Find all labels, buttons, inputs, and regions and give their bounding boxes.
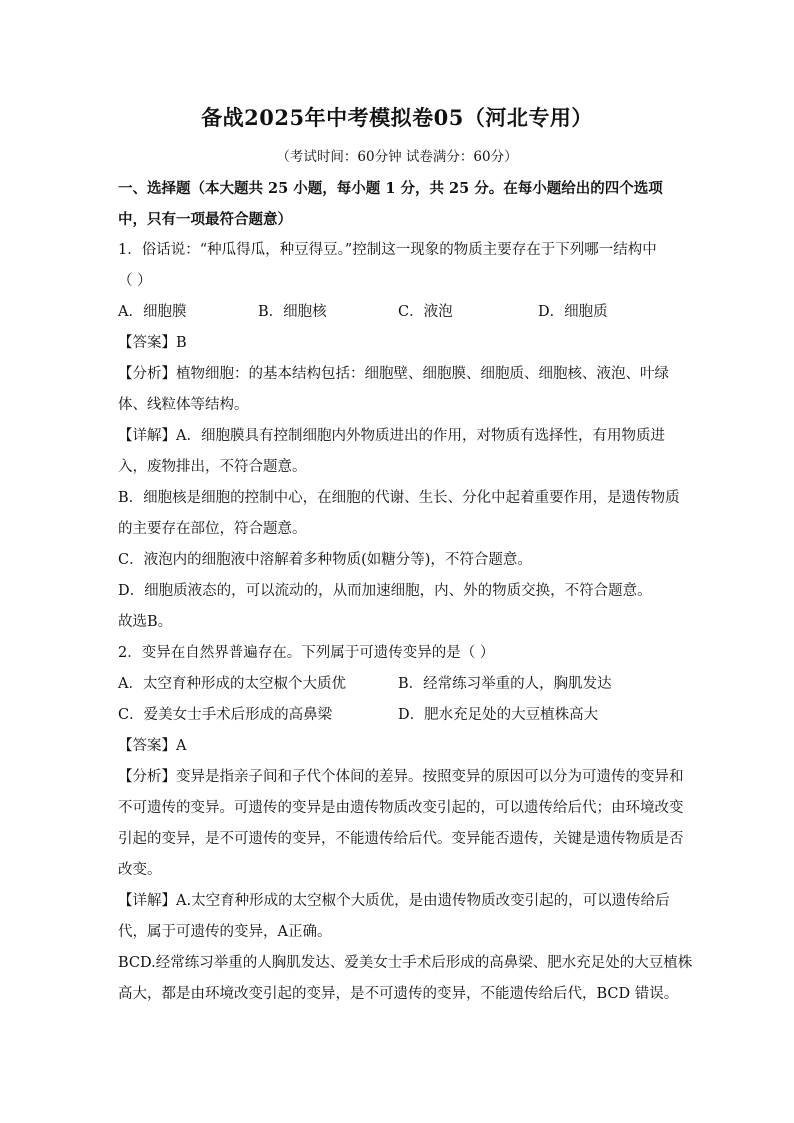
- section-heading: 一、选择题（本大题共 25 小题，每小题 1 分，共 25 分。在每小题给出的四个选项: [118, 180, 663, 197]
- question-1-conclusion: 故选B。: [118, 614, 173, 630]
- option-b: B．细胞核: [258, 304, 327, 320]
- option-a: A．太空育种形成的太空椒个大质优: [118, 676, 346, 692]
- question-1-detail-b: B．细胞核是细胞的控制中心，在细胞的代谢、生长、分化中起着重要作用，是遗传物质: [118, 490, 680, 506]
- question-2-analysis-cont: 改变。: [118, 862, 162, 878]
- question-2-detail: 【详解】A.太空育种形成的太空椒个大质优，是由遗传物质改变引起的，可以遗传给后: [118, 893, 670, 909]
- question-2-options-row-2: [118, 700, 678, 731]
- question-1-stem: 1．俗话说：“种瓜得瓜，种豆得豆。”控制这一现象的物质主要存在于下列哪一结构中: [118, 242, 657, 258]
- option-a: A．细胞膜: [118, 304, 187, 320]
- question-2-detail-bcd: BCD.经常练习举重的人胸肌发达、爱美女士手术后形成的高鼻梁、肥水充足处的大豆植株: [118, 955, 693, 971]
- exam-info: （考试时间：60分钟 试卷满分：60分）: [276, 149, 518, 165]
- question-1-detail-b-cont: 的主要存在部位，符合题意。: [118, 521, 307, 537]
- question-2-detail-cont: 代，属于可遗传的变异，A正确。: [118, 924, 332, 940]
- section-heading-cont: 中，只有一项最符合题意）: [118, 211, 292, 228]
- document-body: [118, 173, 693, 1010]
- question-2-stem: 2．变异在自然界普遍存在。下列属于可遗传变异的是（ ）: [118, 645, 495, 661]
- question-1-blank: （ ）: [118, 273, 152, 289]
- question-2-analysis: 【分析】变异是指亲子间和子代个体间的差异。按照变异的原因可以分为可遗传的变异和: [118, 769, 684, 785]
- page-title: 备战2025年中考模拟卷05（河北专用）: [201, 105, 593, 130]
- option-d: D．肥水充足处的大豆植株高大: [398, 707, 599, 723]
- question-1-answer: 【答案】B: [118, 335, 187, 351]
- question-1-options: [118, 297, 678, 328]
- question-1-analysis: 【分析】植物细胞：的基本结构包括：细胞壁、细胞膜、细胞质、细胞核、液泡、叶绿: [118, 366, 669, 382]
- question-2-detail-bcd-cont: 高大，都是由环境改变引起的变异，是不可遗传的变异，不能遗传给后代，BCD 错误。: [118, 986, 679, 1002]
- question-2-analysis-cont: 不可遗传的变异。可遗传的变异是由遗传物质改变引起的，可以遗传给后代；由环境改变: [118, 800, 684, 816]
- question-1-detail-cont: 入，废物排出，不符合题意。: [118, 459, 307, 475]
- option-d: D．细胞质: [538, 304, 608, 320]
- question-2-answer: 【答案】A: [118, 738, 187, 754]
- question-2-analysis-cont: 引起的变异，是不可遗传的变异，不能遗传给后代。变异能否遗传，关键是遗传物质是否: [118, 831, 684, 847]
- question-1-detail-c: C．液泡内的细胞液中溶解着多种物质(如糖分等)，不符合题意。: [118, 552, 532, 568]
- question-1-detail: 【详解】A．细胞膜具有控制细胞内外物质进出的作用，对物质有选择性，有用物质进: [118, 428, 665, 444]
- question-2-options-row-1: [118, 669, 678, 700]
- option-c: C．爱美女士手术后形成的高鼻梁: [118, 707, 333, 723]
- option-b: B．经常练习举重的人，胸肌发达: [398, 676, 612, 692]
- question-1-detail-d: D．细胞质液态的，可以流动的，从而加速细胞，内、外的物质交换，不符合题意。: [118, 583, 652, 599]
- question-1-analysis-cont: 体、线粒体等结构。: [118, 397, 249, 413]
- option-c: C．液泡: [398, 304, 453, 320]
